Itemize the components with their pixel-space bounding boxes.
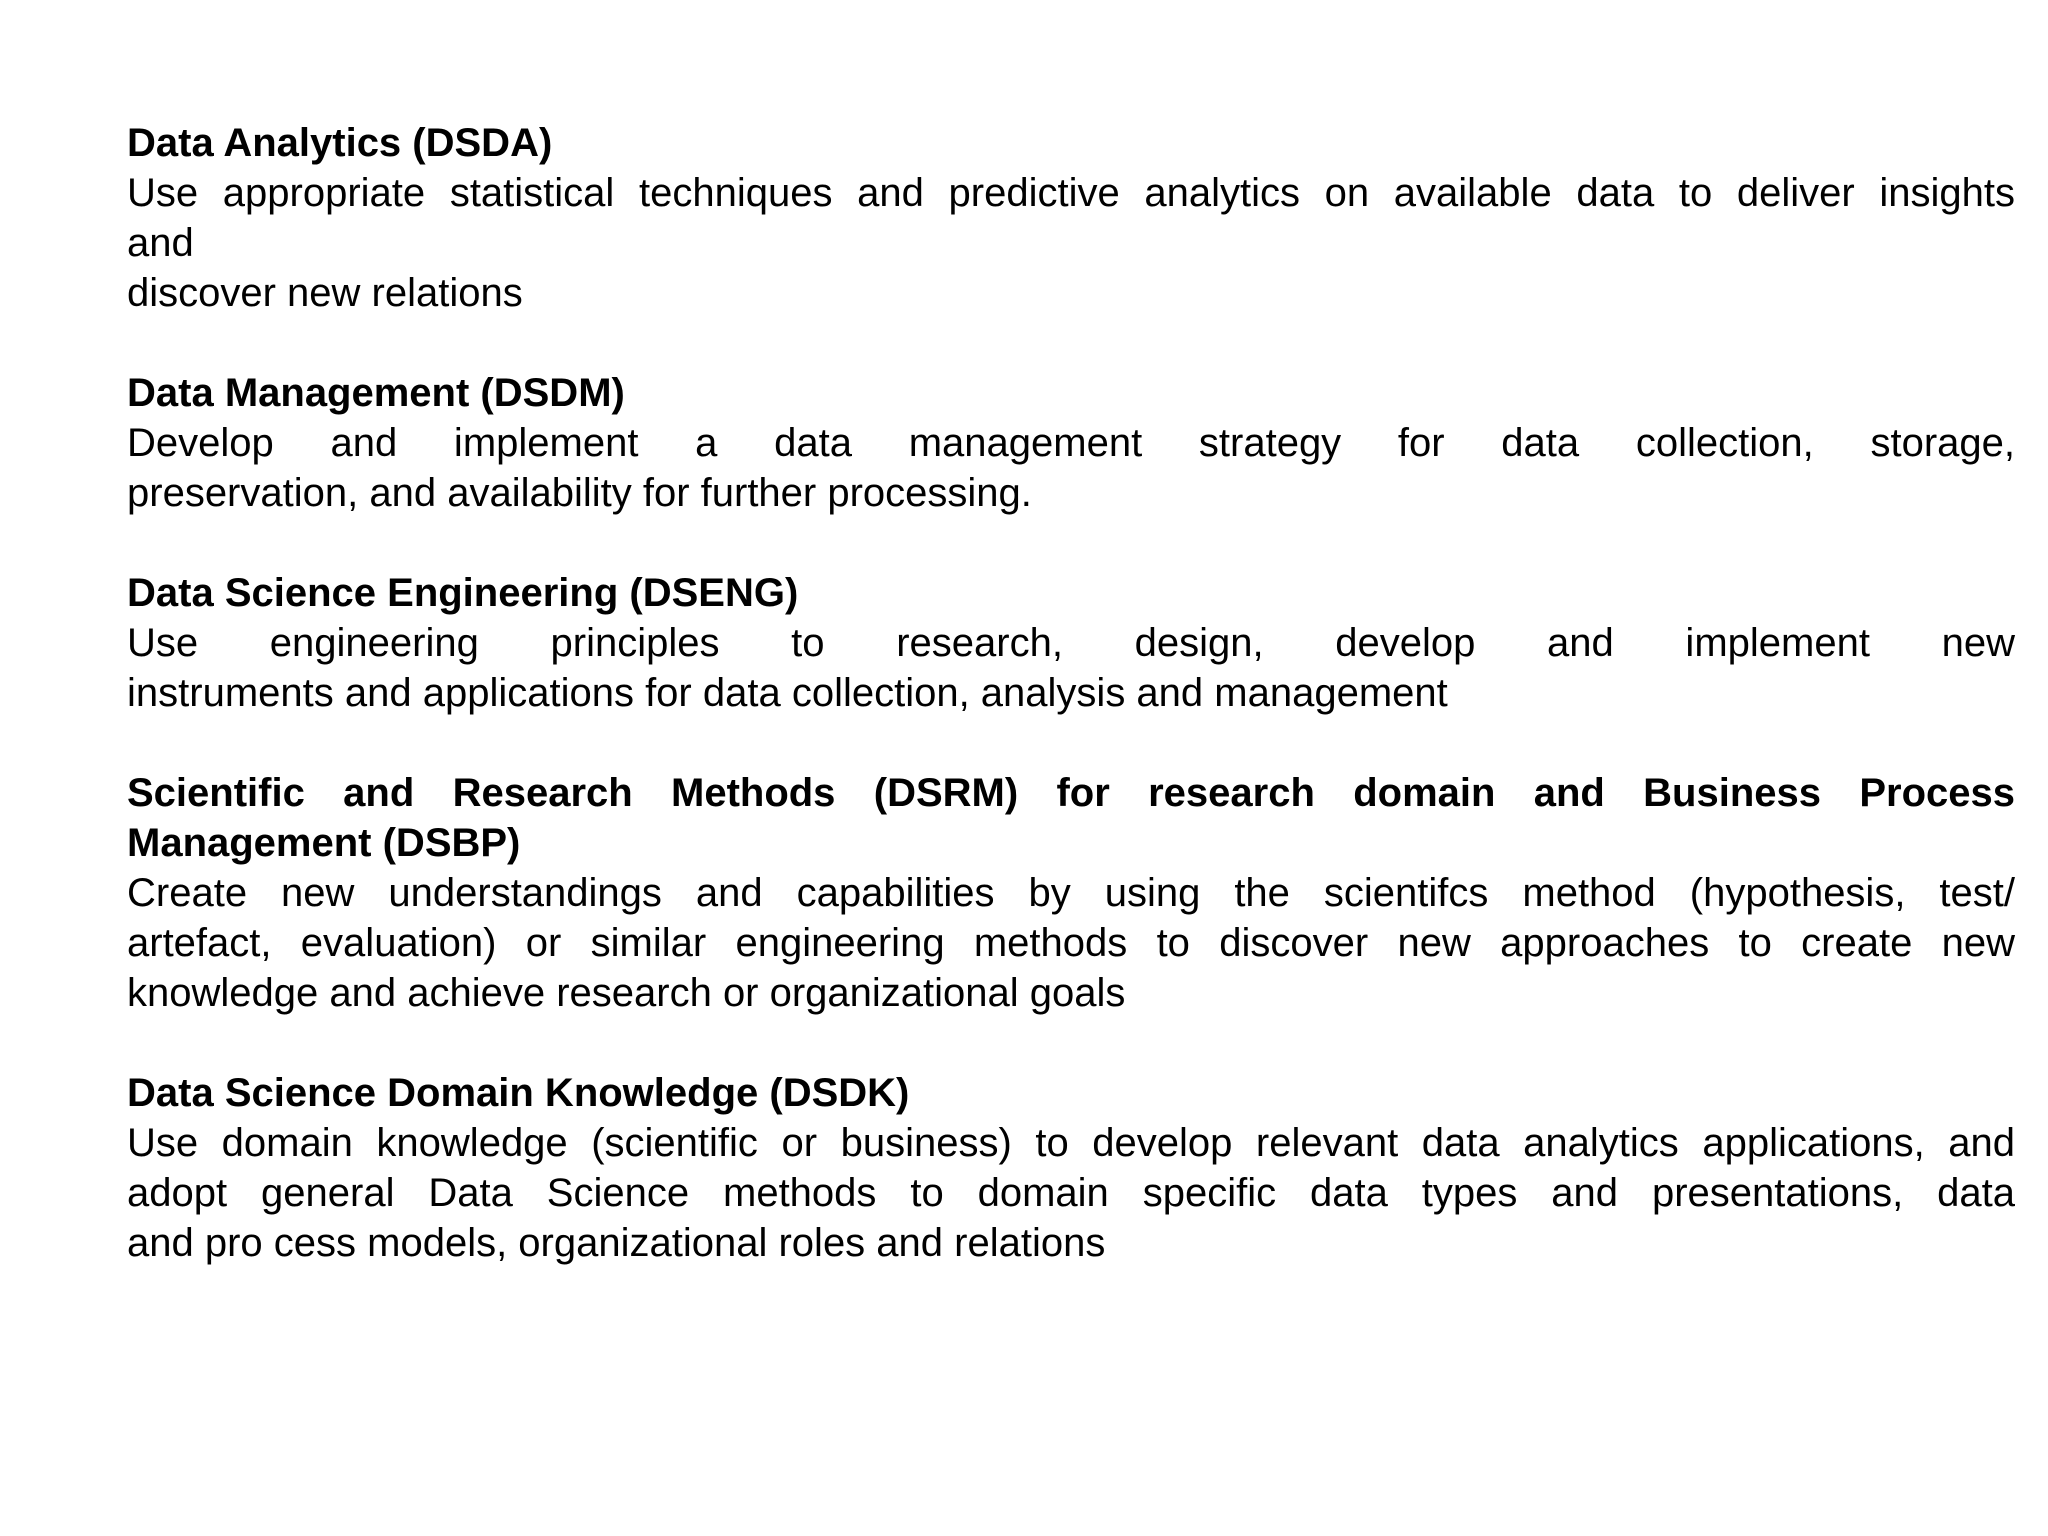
- heading-line: Management (DSBP): [127, 821, 521, 865]
- section-heading: [127, 118, 2015, 168]
- description-line: Use engineering principles to research, design, develop and implement new: [127, 621, 2015, 665]
- section-description: [127, 418, 2015, 518]
- description-line: artefact, evaluation) or similar engineering methods to discover new approaches to create new: [127, 921, 2015, 965]
- section-dseng: [127, 568, 2015, 718]
- description-line: instruments and applications for data collection, analysis and management: [127, 671, 1448, 715]
- section-description: [127, 618, 2015, 718]
- section-heading: [127, 568, 2015, 618]
- section-description: [127, 168, 2015, 318]
- section-description: [127, 1118, 2015, 1268]
- heading-line: Scientific and Research Methods (DSRM) for research domain and Business Process: [127, 771, 2015, 815]
- section-dsdk: [127, 1068, 2015, 1268]
- heading-line: Data Science Domain Knowledge (DSDK): [127, 1071, 910, 1115]
- section-heading: [127, 1068, 2015, 1118]
- section-description: [127, 868, 2015, 1018]
- description-line: knowledge and achieve research or organizational goals: [127, 971, 1126, 1015]
- heading-line: Data Analytics (DSDA): [127, 121, 553, 165]
- section-heading: [127, 768, 2015, 868]
- section-dsda: [127, 118, 2015, 318]
- description-line: adopt general Data Science methods to domain specific data types and presentations, data: [127, 1171, 2015, 1215]
- section-dsdm: [127, 368, 2015, 518]
- section-dsrm-dsbp: [127, 768, 2015, 1018]
- document-body: [127, 118, 2015, 1318]
- description-line: and pro cess models, organizational roles and relations: [127, 1221, 1106, 1265]
- description-line: preservation, and availability for further processing.: [127, 471, 1032, 515]
- description-line: Use domain knowledge (scientific or business) to develop relevant data analytics applications, and: [127, 1121, 2015, 1165]
- description-line: and: [127, 221, 194, 265]
- heading-line: Data Management (DSDM): [127, 371, 625, 415]
- heading-line: Data Science Engineering (DSENG): [127, 571, 799, 615]
- section-heading: [127, 368, 2015, 418]
- description-line: discover new relations: [127, 271, 523, 315]
- description-line: Develop and implement a data management strategy for data collection, storage,: [127, 421, 2015, 465]
- description-line: Use appropriate statistical techniques and predictive analytics on available data to deliver insights: [127, 171, 2015, 215]
- description-line: Create new understandings and capabilities by using the scientifcs method (hypothesis, test/: [127, 871, 2015, 915]
